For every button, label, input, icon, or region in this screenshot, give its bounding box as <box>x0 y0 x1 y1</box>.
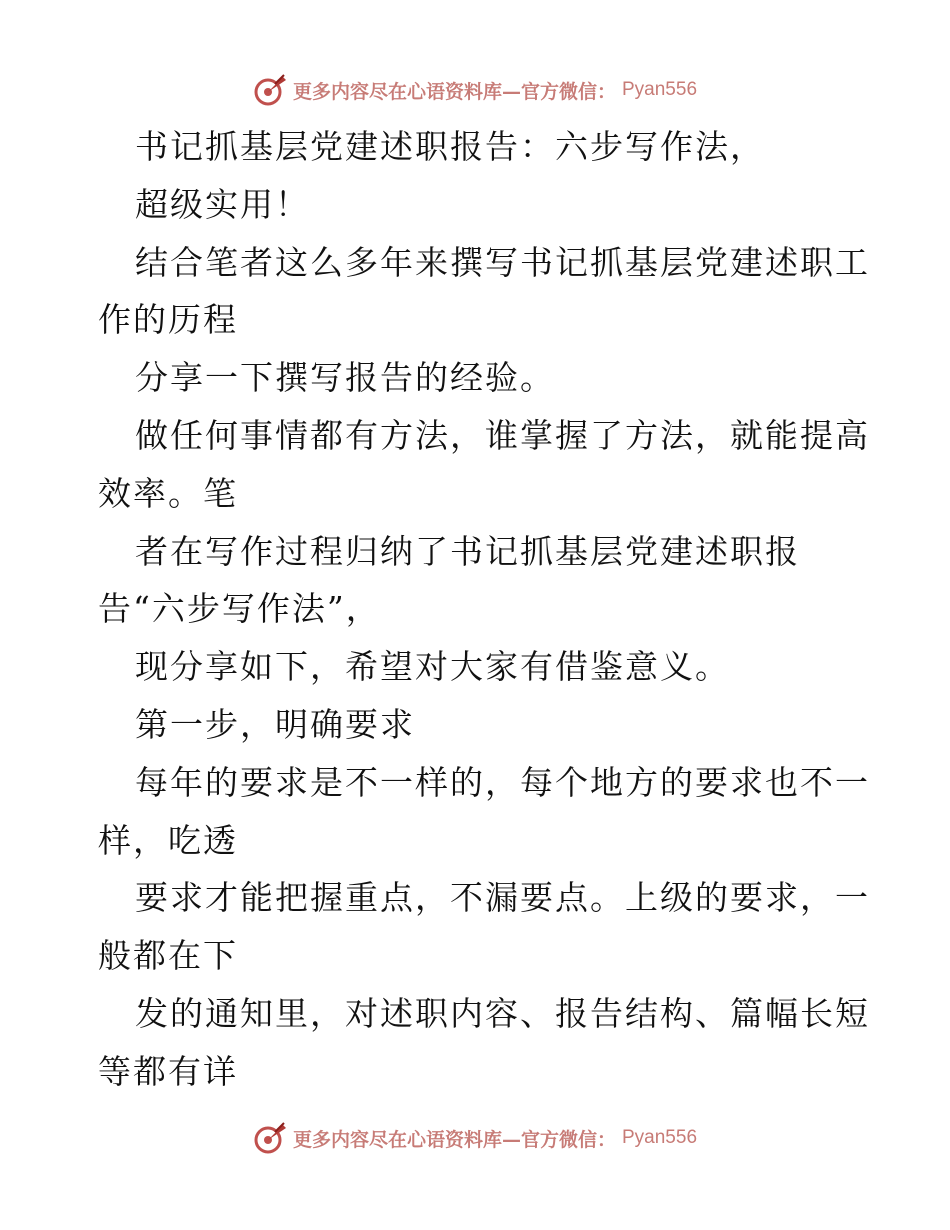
text-line: 等都有详 <box>98 1051 238 1091</box>
text-line: 超级实用！ <box>135 184 310 224</box>
text-line: 效率。笔 <box>98 473 238 513</box>
text-line: 作的历程 <box>98 300 238 340</box>
document-body <box>98 118 870 1101</box>
text-line: 做任何事情都有方法，谁掌握了方法，就能提高 <box>135 415 870 455</box>
text-line: 第一步，明确要求 <box>135 704 415 744</box>
text-line: 现分享如下，希望对大家有借鉴意义。 <box>135 647 730 687</box>
text-line: 样，吃透 <box>98 820 238 860</box>
watermark-wechat-id: Pyan556 <box>622 1127 698 1148</box>
text-line: 每年的要求是不一样的，每个地方的要求也不一 <box>135 762 870 802</box>
text-line: 要求才能把握重点，不漏要点。上级的要求，一 <box>135 878 870 918</box>
text-line: 发的通知里，对述职内容、报告结构、篇幅长短 <box>135 993 870 1033</box>
text-line: 分享一下撰写报告的经验。 <box>135 358 555 398</box>
header-watermark <box>0 70 950 110</box>
text-line: 结合笔者这么多年来撰写书记抓基层党建述职工 <box>135 242 870 282</box>
quill-logo-icon <box>253 1121 287 1155</box>
text-line: 书记抓基层党建述职报告：六步写作法， <box>135 127 765 166</box>
text-line: 般都在下 <box>98 936 238 976</box>
watermark-text: 更多内容尽在心语资料库—官方微信： <box>292 1128 616 1151</box>
watermark-text: 更多内容尽在心语资料库—官方微信： <box>292 80 616 103</box>
text-line: 者在写作过程归纳了书记抓基层党建述职报 <box>135 531 800 571</box>
watermark-wechat-id: Pyan556 <box>622 79 698 100</box>
quill-logo-icon <box>253 73 287 107</box>
footer-watermark <box>0 1118 950 1158</box>
text-line: 告“六步写作法”， <box>98 589 381 629</box>
